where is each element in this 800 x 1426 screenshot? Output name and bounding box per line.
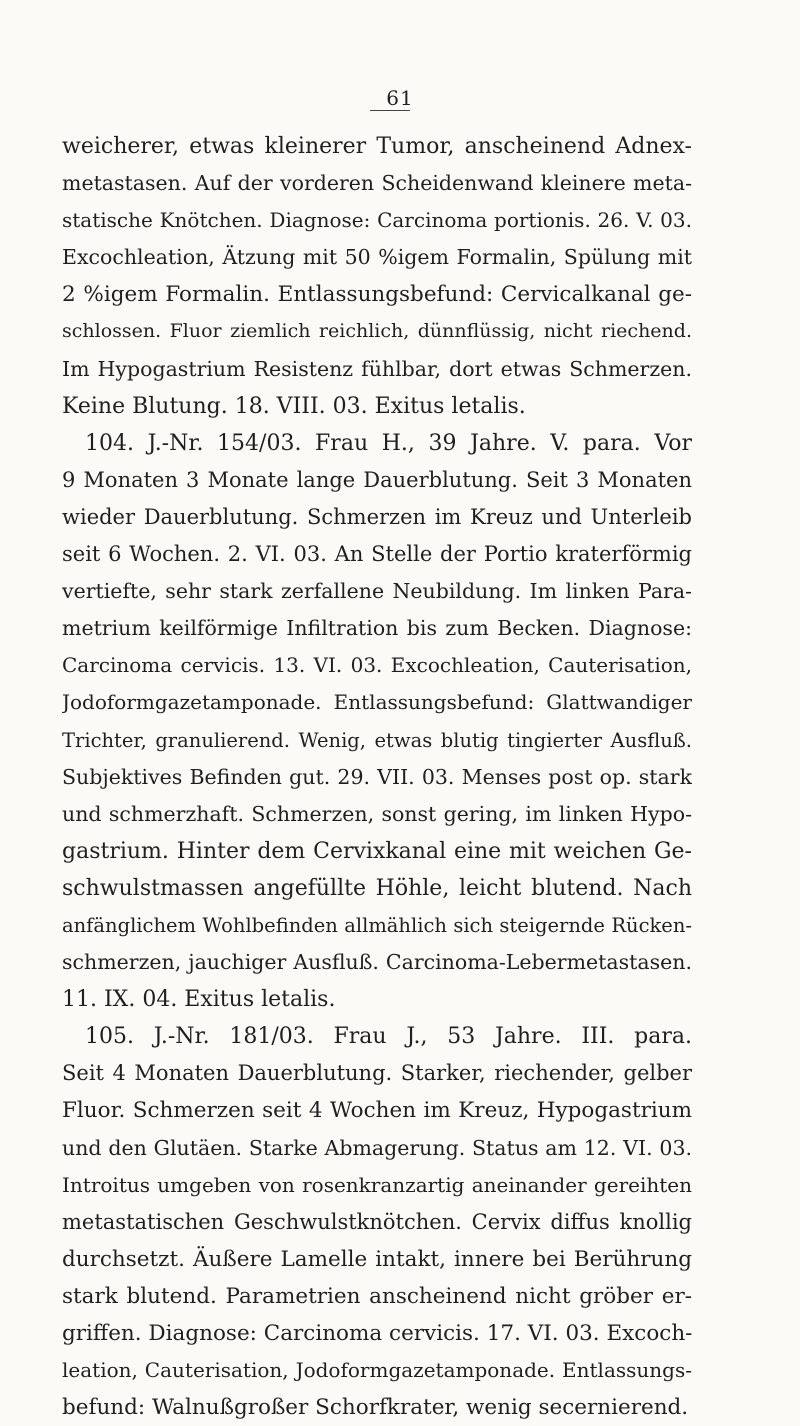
text-line: metastatischen Geschwulstknötchen. Cervix diffus knollig (62, 1209, 692, 1234)
text-line: vertiefte, sehr stark zerfallene Neubildung. Im linken Para- (62, 579, 692, 604)
text-line: und den Glutäen. Starke Abmagerung. Status am 12. VI. 03. (62, 1135, 692, 1160)
text-line: anfänglichem Wohlbefinden allmählich sich steigernde Rücken- (62, 913, 692, 937)
text-line: Subjektives Befinden gut. 29. VII. 03. Menses post op. stark (62, 764, 692, 789)
text-line: metrium keilförmige Infiltration bis zum Becken. Diagnose: (62, 616, 692, 641)
text-line: statische Knötchen. Diagnose: Carcinoma portionis. 26. V. 03. (62, 208, 692, 233)
text-line: schlossen. Fluor ziemlich reichlich, dünnflüssig, nicht riechend. (62, 320, 692, 343)
text-line: Excochleation, Ätzung mit 50 %igem Formalin, Spülung mit (62, 245, 692, 270)
text-line: Seit 4 Monaten Dauerblutung. Starker, riechender, gelber (62, 1061, 692, 1086)
text-line: griffen. Diagnose: Carcinoma cervicis. 17. VI. 03. Excoch- (62, 1321, 692, 1346)
text-line: und schmerzhaft. Schmerzen, sonst gering, im linken Hypo- (62, 801, 692, 826)
text-line: gastrium. Hinter dem Cervixkanal eine mit weichen Ge- (62, 838, 692, 864)
text-line: schwulstmassen angefüllte Höhle, leicht blutend. Nach (62, 875, 692, 901)
text-line: Keine Blutung. 18. VIII. 03. Exitus letalis. (62, 393, 526, 419)
text-line: 2 %igem Formalin. Entlassungsbefund: Cervicalkanal ge- (62, 282, 692, 308)
case-105-heading-line: 105. J.-Nr. 181/03. Frau J., 53 Jahre. III. para. (85, 1024, 692, 1050)
text-line: weicherer, etwas kleinerer Tumor, anscheinend Adnex- (62, 134, 692, 159)
text-line: Jodoformgazetamponade. Entlassungsbefund: Glattwandiger (62, 690, 692, 715)
text-line: leation, Cauterisation, Jodoformgazetamponade. Entlassungs- (62, 1358, 692, 1383)
text-line: Carcinoma cervicis. 13. VI. 03. Excochleation, Cauterisation, (62, 653, 692, 678)
text-line: schmerzen, jauchiger Ausfluß. Carcinoma-Lebermetastasen. (62, 950, 692, 975)
body-text (62, 128, 692, 1426)
text-line: Introitus umgeben von rosenkranzartig aneinander gereihten (62, 1172, 692, 1197)
text-line: Trichter, granulierend. Wenig, etwas blutig tingierter Ausfluß. (62, 728, 692, 752)
text-line: stark blutend. Parametrien anscheinend nicht gröber er- (62, 1283, 692, 1309)
text-line: befund: Walnußgroßer Schorfkrater, wenig secernierend. (62, 1395, 689, 1421)
text-line: Fluor. Schmerzen seit 4 Wochen im Kreuz, Hypogastrium (62, 1098, 692, 1124)
text-line: 9 Monaten 3 Monate lange Dauerblutung. Seit 3 Monaten (62, 467, 692, 492)
text-line: 11. IX. 04. Exitus letalis. (62, 987, 336, 1013)
page-number: 61 (386, 86, 414, 110)
text-line: durchsetzt. Äußere Lamelle intakt, innere bei Berührung (62, 1246, 692, 1272)
text-line: Im Hypogastrium Resistenz fühlbar, dort etwas Schmerzen. (62, 356, 692, 381)
text-line: metastasen. Auf der vorderen Scheidenwand kleinere meta- (62, 171, 692, 196)
text-line: seit 6 Wochen. 2. VI. 03. An Stelle der Portio kraterförmig (62, 542, 692, 567)
case-104-heading-line: 104. J.-Nr. 154/03. Frau H., 39 Jahre. V. para. Vor (85, 430, 692, 456)
text-line: wieder Dauerblutung. Schmerzen im Kreuz und Unterleib (62, 504, 692, 529)
page-number-rule (370, 110, 410, 111)
